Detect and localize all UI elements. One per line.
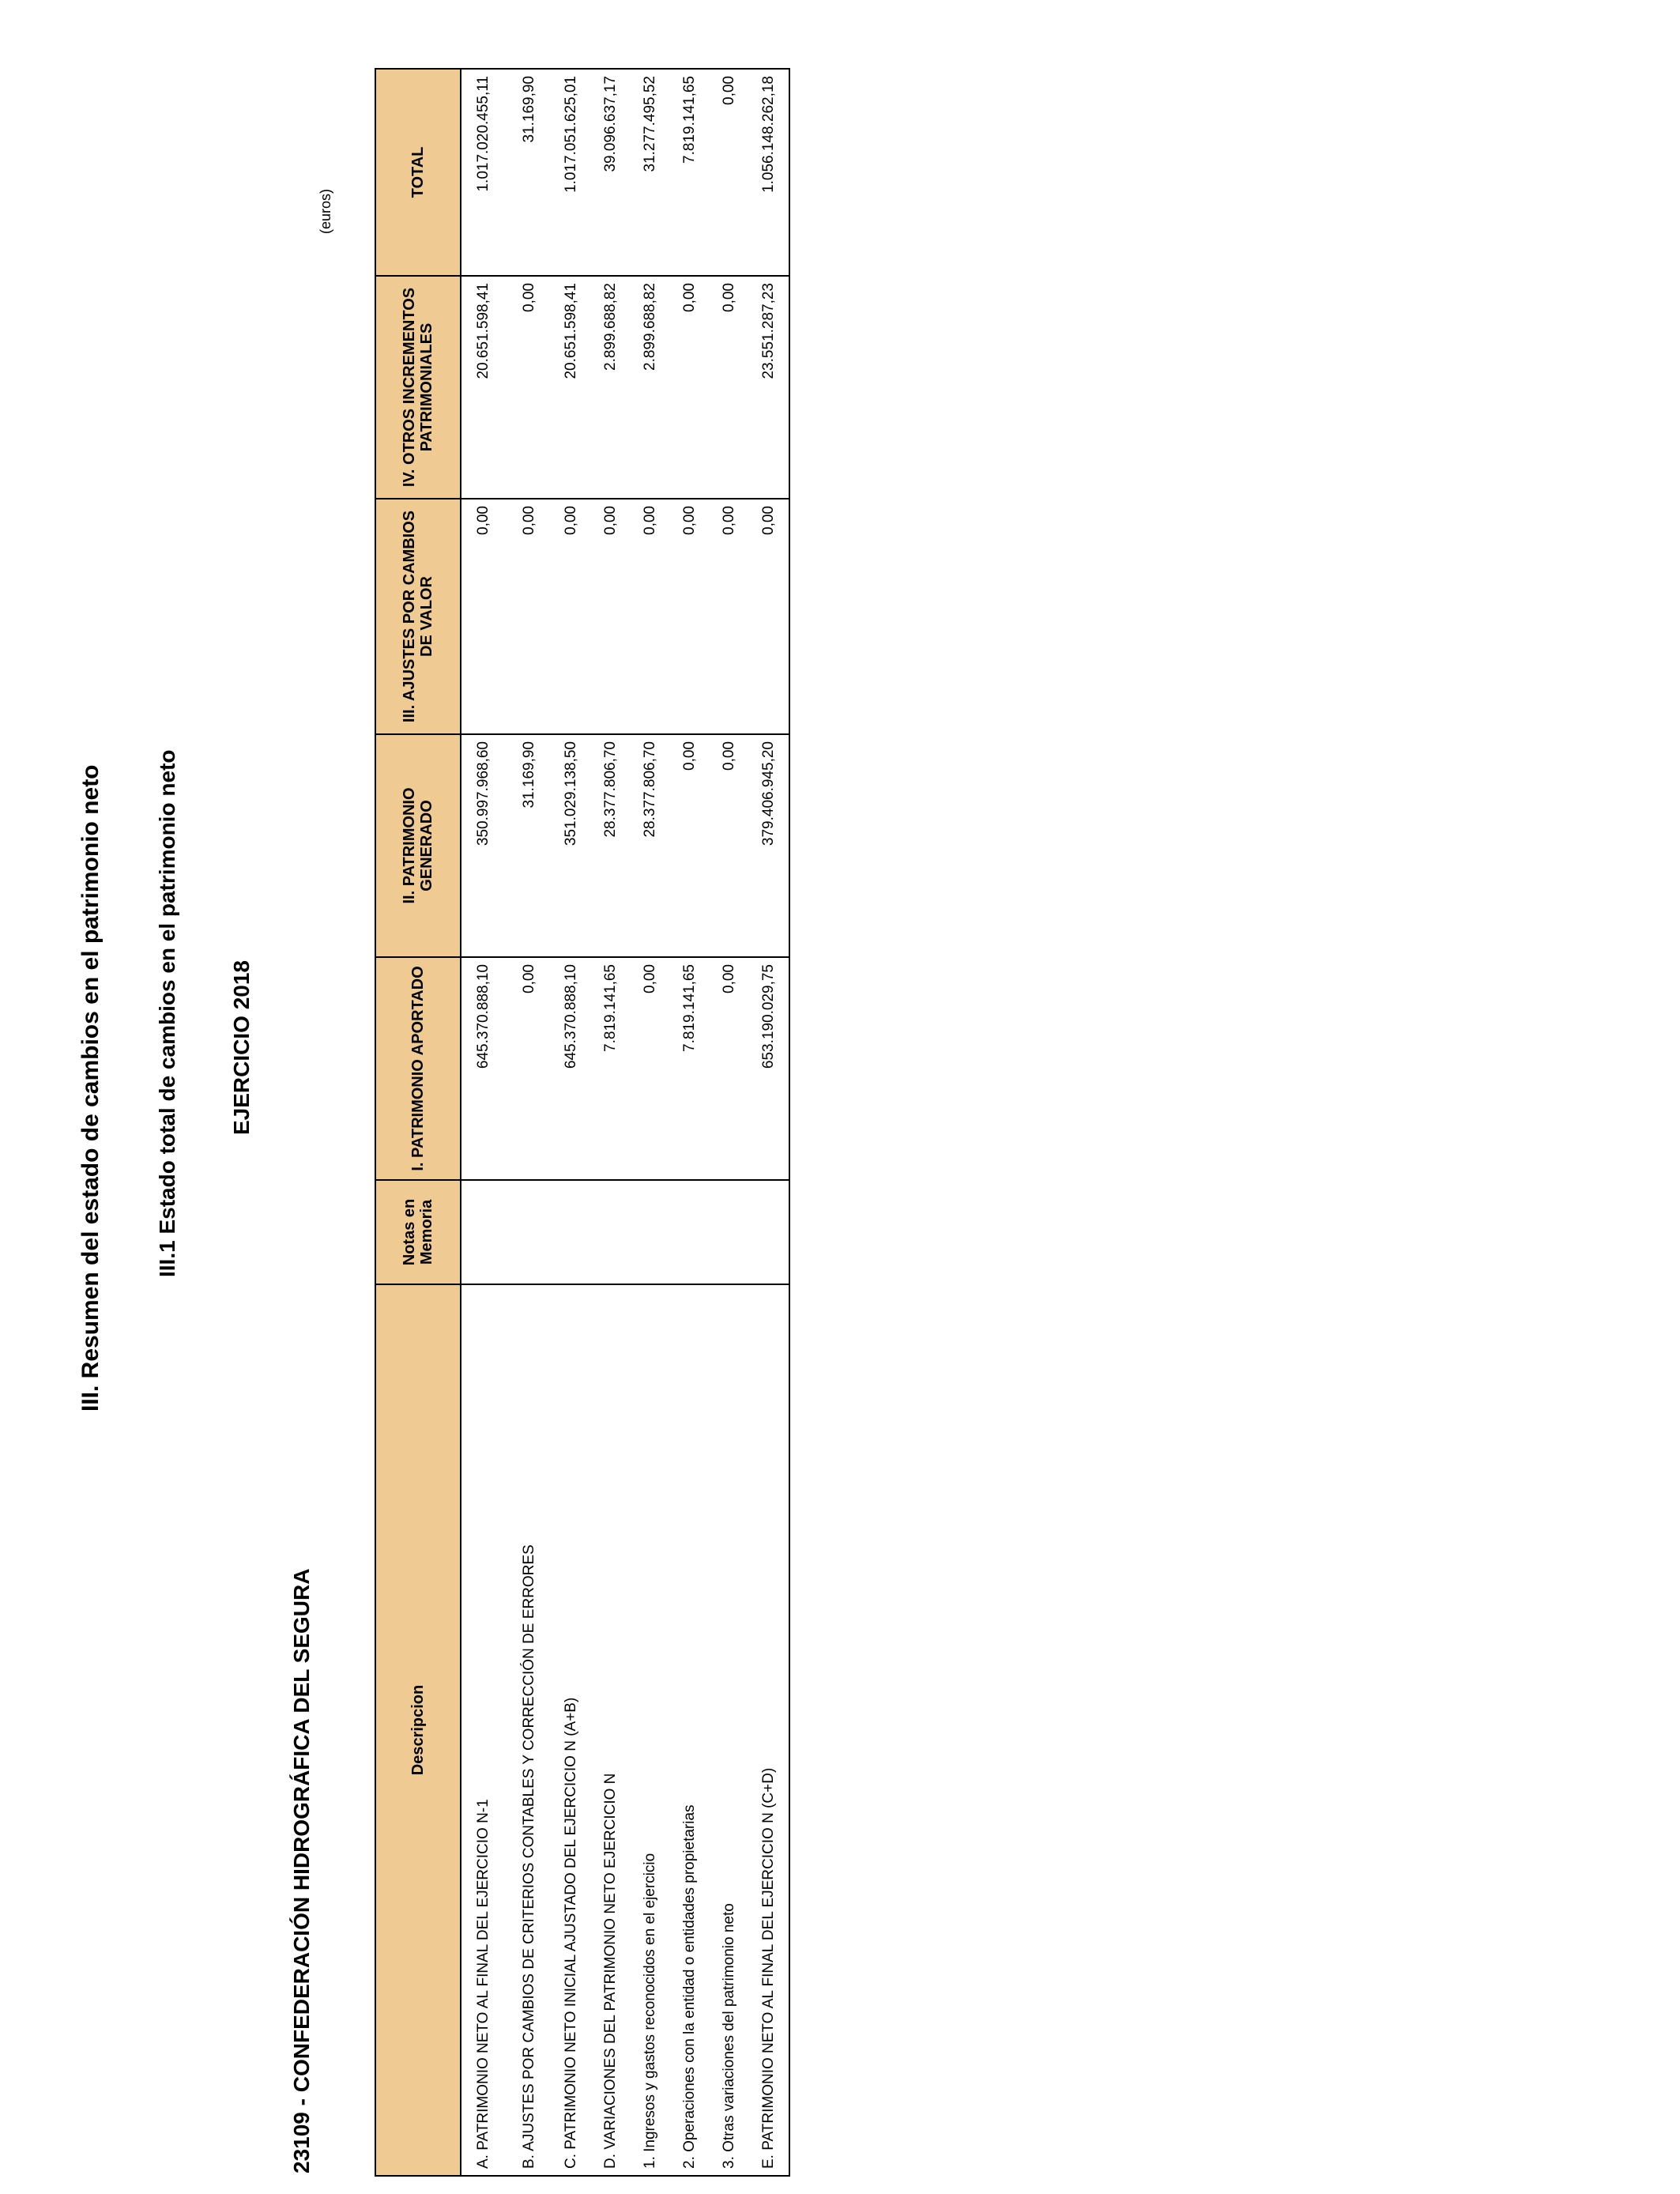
row-otros: 2.899.688,82 — [631, 276, 670, 499]
table-row — [461, 69, 506, 2176]
table-row — [631, 69, 670, 2176]
row-aportado: 0,00 — [710, 957, 749, 1180]
row-notes — [506, 1180, 552, 1284]
row-description: 1. Ingresos y gastos reconocidos en el ejercicio — [631, 1284, 670, 2176]
row-notes — [552, 1180, 591, 1284]
column-header-otros: IV. OTROS INCREMENTOS PATRIMONIALES — [375, 276, 461, 499]
column-header-aportado: I. PATRIMONIO APORTADO — [375, 957, 461, 1180]
table-row — [591, 69, 631, 2176]
table-row — [552, 69, 591, 2176]
currency-units: (euros) — [318, 188, 333, 234]
row-ajustes: 0,00 — [670, 499, 710, 734]
row-ajustes: 0,00 — [591, 499, 631, 734]
row-ajustes: 0,00 — [461, 499, 506, 734]
row-aportado: 645.370.888,10 — [552, 957, 591, 1180]
row-generado: 379.406.945,20 — [749, 734, 789, 957]
row-aportado: 645.370.888,10 — [461, 957, 506, 1180]
row-notes — [670, 1180, 710, 1284]
row-aportado: 7.819.141,65 — [670, 957, 710, 1180]
row-aportado: 7.819.141,65 — [591, 957, 631, 1180]
row-ajustes: 0,00 — [710, 499, 749, 734]
entity-name: 23109 - CONFEDERACIÓN HIDROGRÁFICA DEL SEGURA — [289, 1568, 314, 2173]
row-otros: 2.899.688,82 — [591, 276, 631, 499]
row-notes — [461, 1180, 506, 1284]
row-description: B. AJUSTES POR CAMBIOS DE CRITERIOS CONTABLES Y CORRECCIÓN DE ERRORES — [506, 1284, 552, 2176]
row-description: C. PATRIMONIO NETO INICIAL AJUSTADO DEL EJERCICIO N (A+B) — [552, 1284, 591, 2176]
row-otros: 0,00 — [710, 276, 749, 499]
row-notes — [710, 1180, 749, 1284]
page-title: III. Resumen del estado de cambios en el patrimonio neto — [77, 764, 104, 1412]
column-header-notes: Notas en Memoria — [375, 1180, 461, 1284]
column-header-generado: II. PATRIMONIO GENERADO — [375, 734, 461, 957]
column-header-total: TOTAL — [375, 69, 461, 276]
table-row — [749, 69, 789, 2176]
row-total: 31.169,90 — [506, 69, 552, 276]
row-generado: 28.377.806,70 — [591, 734, 631, 957]
table-row — [710, 69, 749, 2176]
row-total: 39.096.637,17 — [591, 69, 631, 276]
row-notes — [749, 1180, 789, 1284]
equity-changes-table — [375, 68, 790, 2177]
row-aportado: 0,00 — [506, 957, 552, 1180]
row-notes — [591, 1180, 631, 1284]
row-generado: 0,00 — [670, 734, 710, 957]
row-description: E. PATRIMONIO NETO AL FINAL DEL EJERCICIO N (C+D) — [749, 1284, 789, 2176]
row-total: 31.277.495,52 — [631, 69, 670, 276]
row-aportado: 653.190.029,75 — [749, 957, 789, 1180]
row-ajustes: 0,00 — [749, 499, 789, 734]
row-total: 0,00 — [710, 69, 749, 276]
column-header-description: Descripcion — [375, 1284, 461, 2176]
row-ajustes: 0,00 — [631, 499, 670, 734]
table-row — [670, 69, 710, 2176]
row-aportado: 0,00 — [631, 957, 670, 1180]
row-generado: 0,00 — [710, 734, 749, 957]
row-total: 1.056.148.262,18 — [749, 69, 789, 276]
row-description: 2. Operaciones con la entidad o entidades propietarias — [670, 1284, 710, 2176]
row-ajustes: 0,00 — [506, 499, 552, 734]
section-subtitle: III.1 Estado total de cambios en el patrimonio neto — [155, 749, 179, 1277]
fiscal-year: EJERCICIO 2018 — [229, 960, 254, 1135]
row-description: A. PATRIMONIO NETO AL FINAL DEL EJERCICIO N-1 — [461, 1284, 506, 2176]
row-description: 3. Otras variaciones del patrimonio neto — [710, 1284, 749, 2176]
row-generado: 350.997.968,60 — [461, 734, 506, 957]
row-otros: 0,00 — [506, 276, 552, 499]
table-row — [506, 69, 552, 2176]
row-otros: 0,00 — [670, 276, 710, 499]
row-total: 1.017.020.455,11 — [461, 69, 506, 276]
row-generado: 31.169,90 — [506, 734, 552, 957]
row-otros: 20.651.598,41 — [552, 276, 591, 499]
row-otros: 23.551.287,23 — [749, 276, 789, 499]
column-header-ajustes: III. AJUSTES POR CAMBIOS DE VALOR — [375, 499, 461, 734]
row-generado: 351.029.138,50 — [552, 734, 591, 957]
row-description: D. VARIACIONES DEL PATRIMONIO NETO EJERCICIO N — [591, 1284, 631, 2176]
row-generado: 28.377.806,70 — [631, 734, 670, 957]
row-total: 1.017.051.625,01 — [552, 69, 591, 276]
table-header-row — [375, 69, 461, 2176]
row-notes — [631, 1180, 670, 1284]
row-ajustes: 0,00 — [552, 499, 591, 734]
row-total: 7.819.141,65 — [670, 69, 710, 276]
row-otros: 20.651.598,41 — [461, 276, 506, 499]
